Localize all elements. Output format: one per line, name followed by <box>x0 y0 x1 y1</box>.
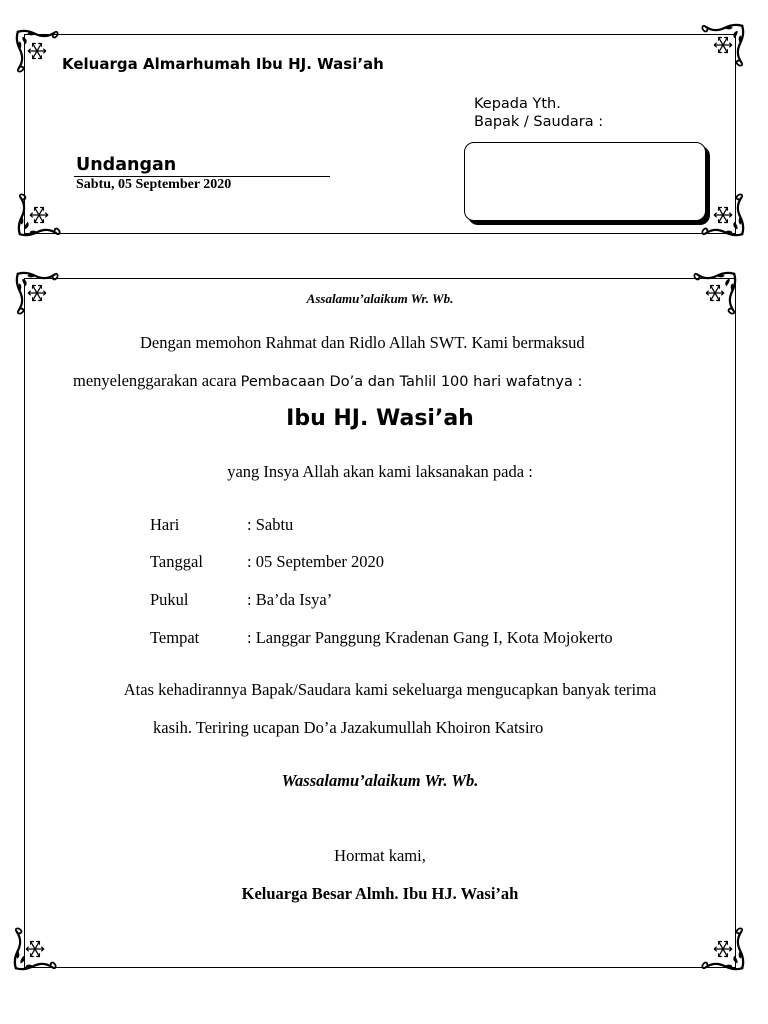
recipient-line-1: Kepada Yth. <box>474 96 561 112</box>
corner-ornament-icon <box>12 926 58 972</box>
greeting-open: Assalamu’alaikum Wr. Wb. <box>306 291 454 306</box>
envelope-title: Undangan <box>76 155 177 175</box>
corner-ornament-icon <box>700 22 746 68</box>
intro-suffix: : <box>572 374 583 390</box>
intro-prefix: menyelenggarakan acara <box>73 371 241 390</box>
thanks-line-1: Atas kehadirannya Bapak/Saudara kami sekeluarga mengucapkan banyak terima <box>123 680 657 699</box>
intro-line-1: Dengan memohon Rahmat dan Ridlo Allah SWT. Kami bermaksud <box>140 333 585 352</box>
detail-value-time: : Ba’da Isya’ <box>247 590 333 609</box>
corner-ornament-icon <box>700 192 746 238</box>
detail-value-date: : 05 September 2020 <box>247 552 385 571</box>
detail-label-place: Tempat <box>150 628 200 647</box>
recipient-line-2: Bapak / Saudara : <box>474 114 604 130</box>
deceased-name: Ibu HJ. Wasi’ah <box>286 406 474 431</box>
intro-line-2 <box>73 371 582 391</box>
corner-ornament-icon <box>16 192 62 238</box>
corner-ornament-icon <box>700 926 746 972</box>
event-name: Pembacaan Do’a dan Tahlil 100 hari wafatnya <box>240 374 573 390</box>
closing-phrase: Hormat kami, <box>334 846 426 865</box>
address-box <box>464 142 706 221</box>
envelope-family-heading: Keluarga Almarhumah Ibu HJ. Wasi’ah <box>62 55 384 73</box>
detail-label-time: Pukul <box>150 590 189 609</box>
schedule-intro: yang Insya Allah akan kami laksanakan pada : <box>227 462 533 481</box>
recipient-label <box>474 95 603 131</box>
envelope-date: Sabtu, 05 September 2020 <box>76 177 232 192</box>
corner-ornament-icon <box>14 28 60 74</box>
detail-value-day: : Sabtu <box>247 515 294 534</box>
thanks-line-2: kasih. Teriring ucapan Do’a Jazakumullah Khoiron Katsiro <box>153 718 544 737</box>
detail-label-day: Hari <box>150 515 180 534</box>
signatory: Keluarga Besar Almh. Ibu HJ. Wasi’ah <box>241 884 519 903</box>
detail-value-place: : Langgar Panggung Kradenan Gang I, Kota Mojokerto <box>247 628 613 647</box>
greeting-close: Wassalamu’alaikum Wr. Wb. <box>281 771 479 790</box>
detail-label-date: Tanggal <box>150 552 203 571</box>
